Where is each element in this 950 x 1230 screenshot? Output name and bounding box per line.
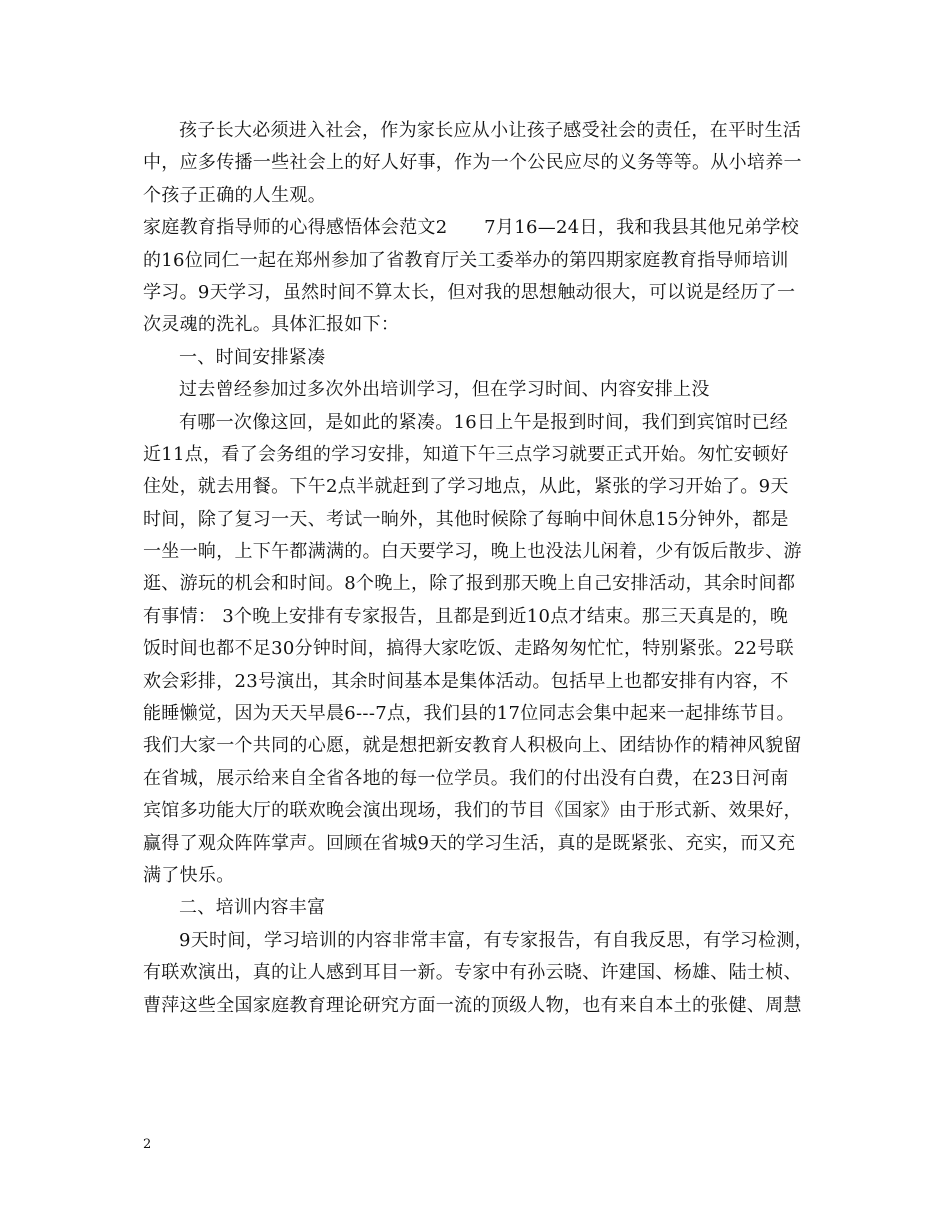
text-line: 满了快乐。 [143, 864, 235, 886]
text-line: 宾馆多功能大厅的联欢晚会演出现场，我们的节目《国家》由于形式新、效果好， [143, 800, 802, 822]
text-line: 有联欢演出，真的让人感到耳目一新。专家中有孙云晓、许建国、杨雄、陆士桢、 [143, 962, 802, 984]
text-line: 饭时间也都不足30分钟时间，搞得大家吃饭、走路匆匆忙忙，特别紧张。22号联 [143, 638, 794, 660]
text-line: 家庭教育指导师的心得感悟体会范文2 7月16—24日，我和我县其他兄弟学校 [143, 217, 800, 239]
text-line: 时间，除了复习一天、考试一晌外，其他时候除了每晌中间休息15分钟外，都是 [143, 508, 789, 530]
text-line: 个孩子正确的人生观。 [143, 184, 326, 206]
text-line: 住处，就去用餐。下午2点半就赶到了学习地点，从此，紧张的学习开始了。9天 [143, 476, 789, 498]
page-number: 2 [143, 1137, 152, 1152]
text-line: 次灵魂的洗礼。具体汇报如下： [143, 314, 400, 336]
text-line: 在省城，展示给来自全省各地的每一位学员。我们的付出没有白费，在23日河南 [143, 767, 789, 789]
text-line: 过去曾经参加过多次外出培训学习，但在学习时间、内容安排上没 [179, 379, 710, 401]
text-line: 曹萍这些全国家庭教育理论研究方面一流的顶级人物，也有来自本土的张健、周慧 [143, 994, 802, 1016]
text-line: 有哪一次像这回，是如此的紧凑。16日上午是报到时间，我们到宾馆时已经 [179, 411, 789, 433]
text-line: 学习。9天学习，虽然时间不算太长，但对我的思想触动很大，可以说是经历了一 [143, 281, 796, 303]
text-line: 孩子长大必须进入社会，作为家长应从小让孩子感受社会的责任，在平时生活 [179, 120, 802, 141]
document-body [143, 115, 823, 1022]
text-line: 的16位同仁一起在郑州参加了省教育厅关工委举办的第四期家庭教育指导师培训 [143, 249, 789, 271]
text-line: 近11点，看了会务组的学习安排，知道下午三点学习就要正式开始。匆忙安顿好 [143, 443, 789, 465]
text-line: 逛、游玩的机会和时间。8个晚上，除了报到那天晚上自己安排活动，其余时间都 [143, 573, 796, 595]
text-line: 9天时间，学习培训的内容非常丰富，有专家报告，有自我反思，有学习检测， [179, 929, 813, 951]
text-line: 一坐一晌，上下午都满满的。白天要学习，晚上也没法儿闲着，少有饭后散步、游 [143, 541, 802, 563]
text-line: 有事情： 3个晚上安排有专家报告，且都是到近10点才结束。那三天真是的，晚 [143, 605, 789, 627]
text-line: 中，应多传播一些社会上的好人好事，作为一个公民应尽的义务等等。从小培养一 [143, 152, 802, 174]
text-line: 欢会彩排，23号演出，其余时间基本是集体活动。包括早上也都安排有内容，不 [143, 670, 789, 692]
text-line: 我们大家一个共同的心愿，就是想把新安教育人积极向上、团结协作的精神风貌留 [143, 735, 802, 757]
text-line: 赢得了观众阵阵掌声。回顾在省城9天的学习生活，真的是既紧张、充实，而又充 [143, 832, 796, 854]
text-line: 二、培训内容丰富 [179, 897, 326, 919]
text-line: 能睡懒觉，因为天天早晨6---7点，我们县的17位同志会集中起来一起排练节目。 [143, 703, 795, 725]
text-line: 一、时间安排紧凑 [179, 346, 326, 368]
